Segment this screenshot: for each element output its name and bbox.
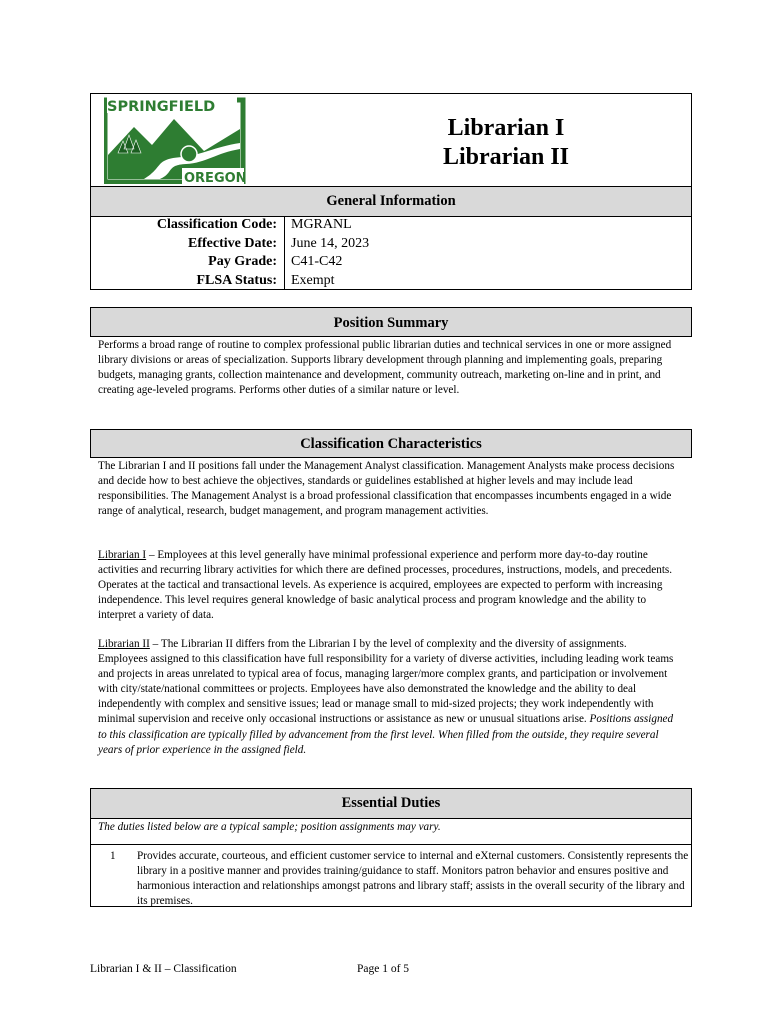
general-information-section [90,186,692,290]
flsa-status-value: Exempt [291,273,335,289]
table-row [91,216,691,235]
pay-grade-value: C41-C42 [291,254,343,270]
essential-duties-note: The duties listed below are a typical sample; position assignments may vary. [98,821,441,833]
duty-text: Provides accurate, courteous, and efficient customer service to internal and eXternal customers. Consistently represents the library in a positive manner and provides training/guidance to staff. Monitors patron behavior and ensures positive and harmonious interaction and relationships amongst patrons and library staff; assists in the overall security of the library and its premises. [137,850,689,908]
table-row [91,235,691,254]
footer-document-title: Librarian I & II – Classification [90,963,237,975]
table-row [91,272,691,291]
springfield-oregon-logo [104,97,246,184]
librarian-1-paragraph [98,548,678,623]
list-item [91,844,691,906]
pay-grade-label: Pay Grade: [208,254,277,270]
librarian-2-text: – The Librarian II differs from the Librarian I by the level of complexity and the diversity of assignments. Employees assigned to this classification have full responsibility for a variety of diverse activities, including leading work teams and projects in areas unrelated to typical area of focus, managing larger/more complex grants, and participation or involvement with city/state/national committees or projects. Employees have also demonstrated the knowledge and the ability to deal independently with complex and sensitive issues; lead or manage small to mid-sized projects; they work independently with minimal supervision and receive only occasional instructions or assistance as new or unusual situations arise. [98,638,674,726]
librarian-2-italic-text: Positions assigned to this classification are typically filled by advancement from the first level. When filled from the outside, they require several years of prior experience in the assigned field. [98,713,674,756]
general-information-header: General Information [91,187,691,217]
logo-top-text: SPRINGFIELD [107,99,216,115]
librarian-1-text: – Employees at this level generally have minimal professional experience and perform more day-to-day routine activities and recurring library activities for which there are defined processes, procedures, instructions, models, and precedents. Operates at the tactical and transactional levels. As experience is acquired, employees are expected to perform with increasing independence. This level requires general knowledge of basic analytical process and program knowledge and the ability to interpret a variety of data. [98,549,673,622]
classification-intro-paragraph: The Librarian I and II positions fall under the Management Analyst classification. Management Analysts make process decisions and decide how to best achieve the objectives, standards or guidelines established at higher levels and may include lead responsibilities. The Management Analyst is a broad professional classification that encompasses incumbents engaged in a wide range of analytical, research, budget management, and program management activities. [98,460,675,518]
librarian-2-paragraph [98,637,678,758]
classification-characteristics-header: Classification Characteristics [90,429,692,458]
effective-date-label: Effective Date: [187,235,277,251]
footer-page-number: Page 1 of 5 [357,963,410,975]
flsa-status-label: FLSA Status: [196,273,277,289]
essential-duties-header: Essential Duties [91,789,691,819]
effective-date-value: June 14, 2023 [291,235,370,251]
librarian-1-label: Librarian I [98,549,147,561]
logo-bottom-text: OREGON [184,171,246,184]
duty-number: 1 [110,850,116,862]
position-summary-header: Position Summary [90,307,692,337]
librarian-2-label: Librarian II [98,638,150,650]
classification-code-label: Classification Code: [156,217,277,232]
position-summary-text: Performs a broad range of routine to complex professional public librarian duties and technical services in one or more assigned library divisions or areas of specialization. Supports library development through planning and implementing goals, preparing budgets, managing grants, collection maintenance and development, community outreach, marketing on-line and in print, and creating age-leveled programs. Performs other duties of a similar nature or level. [98,339,672,397]
classification-code-value: MGRANL [291,217,352,232]
header-box [90,93,692,186]
page-title [321,114,691,172]
title-line-2: Librarian II [442,144,570,170]
table-row [91,253,691,272]
title-line-1: Librarian I [447,115,565,141]
essential-duties-section [90,788,692,907]
